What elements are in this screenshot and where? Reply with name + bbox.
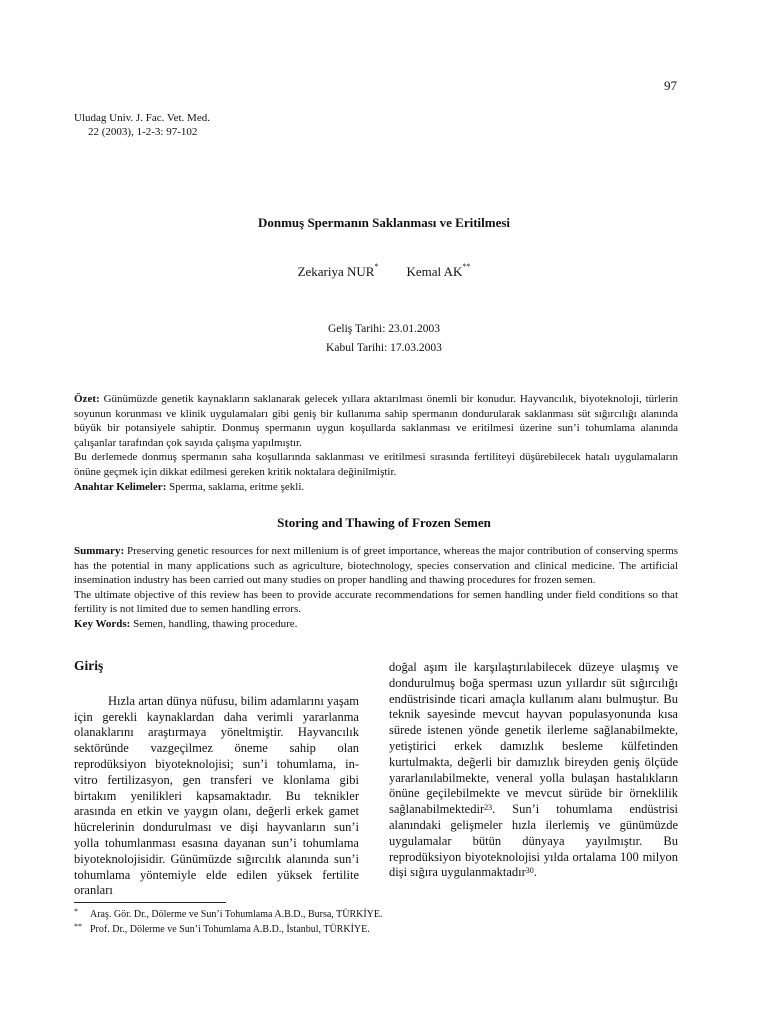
footnote-text: Prof. Dr., Dölerme ve Sun’i Tohumlama A.B.D., İstanbul, TÜRKİYE.: [90, 924, 370, 935]
journal-citation: [74, 111, 210, 139]
footnotes: [74, 907, 678, 937]
keywords-label: Anahtar Kelimeler:: [74, 480, 167, 493]
english-title: Storing and Thawing of Frozen Semen: [277, 515, 491, 530]
body-text: .: [533, 865, 537, 880]
page-number: 97: [664, 78, 677, 93]
abstract-english: [74, 544, 678, 632]
reference-mark: 30: [525, 866, 534, 876]
body-paragraph: [389, 660, 678, 881]
footnote-mark: *: [74, 907, 78, 916]
author-name: Zekariya NUR: [297, 264, 375, 279]
abstract-turkish: [74, 392, 678, 494]
footnote-divider: [74, 902, 226, 903]
keywords-text: Sperma, saklama, eritme şekli.: [166, 480, 305, 493]
journal-volume: 22 (2003), 1-2-3: 97-102: [88, 126, 198, 138]
reference-mark: 23: [484, 803, 493, 813]
accepted-date: Kabul Tarihi: 17.03.2003: [326, 342, 442, 354]
footnote: [74, 922, 678, 937]
author-line: [0, 264, 768, 280]
keywords-line: [74, 617, 678, 632]
article-title: Donmuş Spermanın Saklanması ve Eritilmesi: [257, 215, 511, 230]
summary-paragraph: The ultimate objective of this review has been to provide accurate recommendations for semen handling under field conditions so that fertility is not limited due to semen handling errors.: [74, 588, 678, 616]
body-text: . Sun’i tohumlama endüstrisi alanındaki gelişmeler hızla ilerlemiş ve günümüzde uygulamalar bütün dünyaya yayılmıştır. Bu reprodüksiyon biyoteknolojisi yılda ortalama 100 milyon dişi sığıra uygulanmaktadır: [389, 802, 678, 880]
keywords-text: Semen, handling, thawing procedure.: [130, 617, 298, 630]
author-footnote-mark: **: [462, 262, 471, 271]
section-heading: Giriş: [74, 658, 104, 673]
journal-name: Uludag Univ. J. Fac. Vet. Med.: [74, 112, 210, 124]
body-text: doğal aşım ile karşılaştırılabilecek düzeye ulaşmış ve dondurulmuş boğa sperması uzun yıllardır süt sığırcılığı endüstrisinde ticari amaçla kullanım alanı bulmuştur. Bu teknik sayesinde mevcut hayvan populasyonunda kısa sürede istenen yönde genetik ilerleme sağlanabilmekte, yetiştirici erkek damızlık besleme külfetinden kurtulmakta, değerli bir damızlık bireyden geniş ölçüde yararlanılabilmekte, veneral yolla bulaşan hastalıkların önüne geçilebilmekte ve mevcut sürüde bir örneklilik sağlanabilmektedir: [389, 660, 678, 817]
keywords-label: Key Words:: [74, 617, 131, 630]
author-name: Kemal AK: [406, 264, 463, 279]
author-footnote-mark: *: [374, 262, 379, 271]
summary-label: Summary:: [74, 545, 125, 557]
body-column-right: [389, 660, 678, 881]
abstract-label: Özet:: [74, 393, 100, 405]
body-paragraph: Hızla artan dünya nüfusu, bilim adamlarını yaşam için gerekli kaynaklardan daha verimli yararlanma olanaklarını araştırmaya yöneltmiştir. Hayvancılık sektöründe vazgeçilmez öneme sahip olan reprodüksiyon biyoteknolojisi; sun’i tohumlama, in-vitro fertilizasyon, gen transferi ve klonlama gibi birtakım yenilikleri kapsamaktadır. Bu teknikler arasında en etkin ve yaygın olanı, değerli erkek gamet hücrelerinin dondurulması ve dişi hayvanların sun’i yolla tohumlanması esasına dayanan sun’i tohumlama biyoteknolojisidir. Günümüzde sığırcılık alanında sun’i tohumlama yöntemiyle elde edilen yüksek fertilite oranları: [74, 693, 359, 898]
summary-paragraph: [74, 544, 678, 588]
body-column-left: [74, 658, 359, 899]
abstract-text: Günümüzde genetik kaynakların saklanarak gelecek yıllara aktarılması önemli bir konudur. Hayvancılık, biyoteknoloji, türlerin soyunun korunması ve klinik uygulamaları gibi geniş bir kullanıma sahip spermanın dondurularak saklanması süt sığırcılığı alanında büyük bir potansiyele sahiptir. Donmuş spermanın uygun koşullarda saklanması ve eritilmesi üzerine sun’i tohumlama alanında çalışanlar tarafından çok sayıda çalışma yapılmıştır.: [74, 393, 678, 449]
footnote-mark: **: [74, 922, 82, 931]
footnote-text: Araş. Gör. Dr., Dölerme ve Sun’i Tohumlama A.B.D., Bursa, TÜRKİYE.: [90, 909, 383, 920]
abstract-paragraph: [74, 392, 678, 450]
keywords-line: [74, 480, 678, 495]
submission-dates: [0, 320, 768, 358]
footnote: [74, 907, 678, 922]
received-date: Geliş Tarihi: 23.01.2003: [327, 323, 441, 335]
abstract-paragraph: Bu derlemede donmuş spermanın saha koşullarında saklanması ve eritilmesi sırasında fertiliteyi düşürebilecek hatalı uygulamaların önüne geçmek için dikkat edilmesi gereken kritik noktalara değinilmiştir.: [74, 451, 678, 478]
summary-text: Preserving genetic resources for next millenium is of greet importance, whereas the major contribution of conserving sperms has the potential in many applications such as agriculture, biotechnology, species conservation and clinical medicine. The artificial insemination industry has been carried out many studies on proper handling and thawing procedures for frozen semen.: [74, 545, 678, 587]
